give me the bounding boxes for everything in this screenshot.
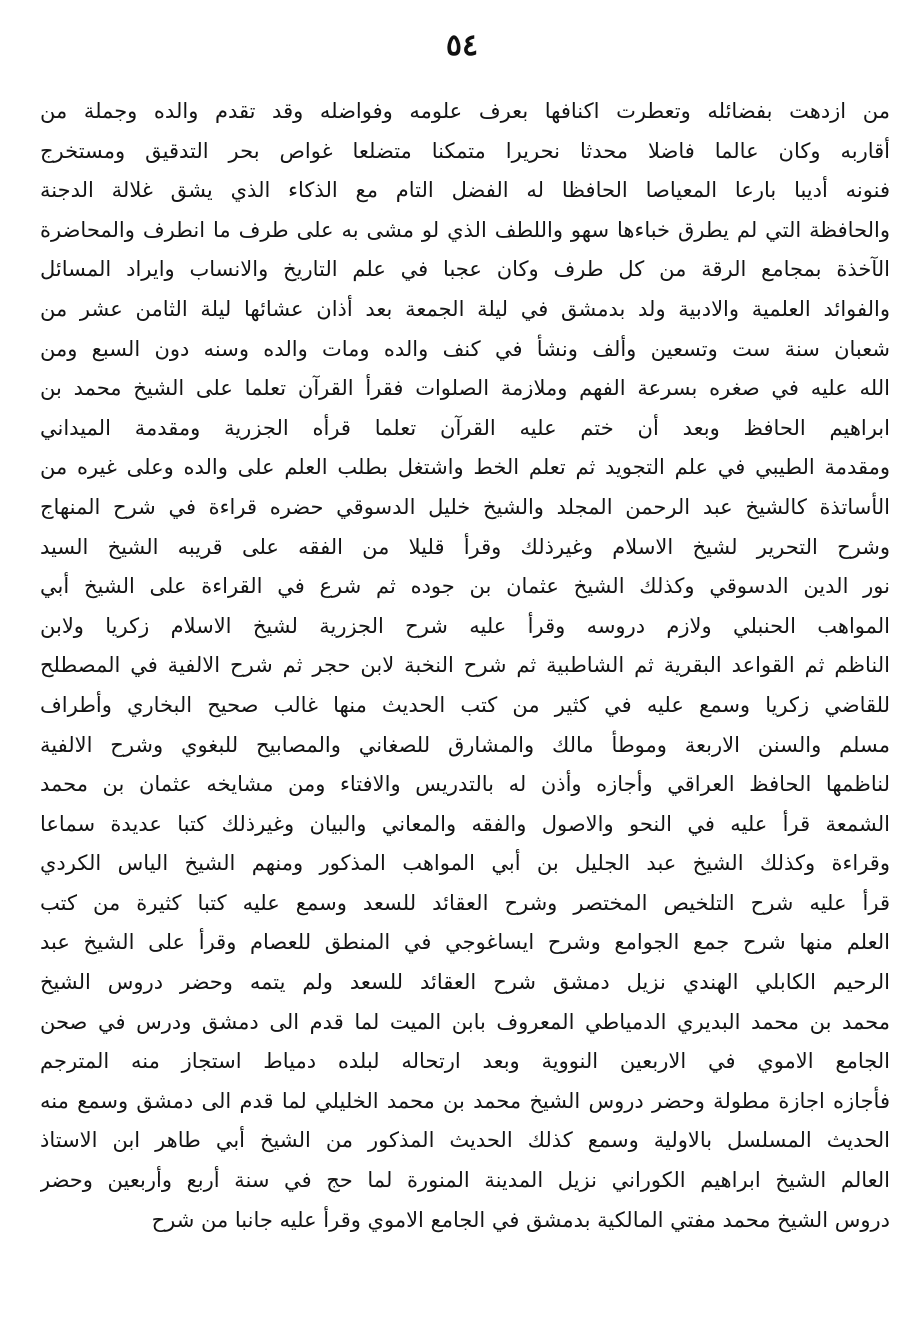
text-line: لناظمها الحافظ العراقي وأجازه وأذن له بالتدريس والافتاء ومن مشايخه عثمان بن محمد <box>40 772 890 797</box>
text-line: العلم منها شرح جمع الجوامع وشرح ايساغوجي في المنطق للعصام وقرأ على الشيخ عبد <box>40 930 890 955</box>
body-text <box>40 92 890 1240</box>
text-line: فنونه أديبا بارعا المعياصا الحافظا له الفضل التام مع الذكاء الذي يشق غلالة الدجنة <box>40 178 890 203</box>
text-line: وشرح التحرير لشيخ الاسلام وغيرذلك وقرأ قليلا من الفقه على قريبه الشيخ السيد <box>40 534 890 559</box>
text-line: مسلم والسنن الاربعة وموطأ مالك والمشارق للصغاني والمصابيح للبغوي وشرح الالفية <box>40 732 890 757</box>
text-line: أقاربه وكان عالما فاضلا محدثا نحريرا متمكنا متضلعا غواص بحر التدقيق ومستخرج <box>40 138 890 163</box>
page-number: ٥٤ <box>445 28 479 63</box>
text-line: الآخذة بمجامع الرقة من كل طرف وكان عجبا في علم التاريخ والانساب وايراد المسائل <box>40 257 890 282</box>
text-line: ابراهيم الحافظ وبعد أن ختم عليه القرآن تعلما قرأه الجزرية ومقدمة الميداني <box>40 415 890 440</box>
text-line: للقاضي زكريا وسمع عليه في كثير من كتب الحديث منها غالب صحيح البخاري وأطراف <box>40 692 890 717</box>
text-line: ومقدمة الطيبي في علم التجويد ثم تعلم الخط واشتغل بطلب العلم على والده وعلى غيره من <box>40 455 890 480</box>
text-line: الناظم ثم القواعد البقرية ثم الشاطبية ثم شرح النخبة لابن حجر ثم شرح الالفية في المصطلح <box>40 653 890 678</box>
text-line: دروس الشيخ محمد مفتي المالكية بدمشق في الجامع الاموي وقرأ عليه جانبا من شرح <box>151 1207 890 1232</box>
text-line: والحافظة التي لم يطرق خباءها سهو واللطف الذي لو مشى به على طرف ما انطرف والمحاضرة <box>40 217 890 242</box>
text-line: الرحيم الكابلي الهندي نزيل دمشق شرح العقائد للسعد ولم يتمه وحضر دروس الشيخ <box>40 970 890 995</box>
text-line: الأساتذة كالشيخ عبد الرحمن المجلد والشيخ خليل الدسوقي حضره قراءة في شرح المنهاج <box>40 494 890 519</box>
text-line: فأجازه اجازة مطولة وحضر دروس الشيخ محمد بن محمد الخليلي لما قدم الى دمشق وسمع منه <box>40 1088 890 1113</box>
text-line: المواهب الحنبلي ولازم دروسه وقرأ عليه شرح الجزرية لشيخ الاسلام زكريا ولابن <box>40 613 890 638</box>
text-line: الشمعة قرأ عليه في النحو والاصول والفقه والمعاني والبيان وغيرذلك كتبا عديدة سماعا <box>40 811 890 836</box>
text-line: العالم الشيخ ابراهيم الكوراني نزيل المدينة المنورة لما حج في سنة أربع وأربعين وحضر <box>40 1168 890 1193</box>
text-line: الله عليه في صغره بسرعة الفهم وملازمة الصلوات فقرأ القرآن تعلما على الشيخ محمد بن <box>40 376 890 401</box>
text-line: شعبان سنة ست وتسعين وألف ونشأ في كنف والده ومات والده وسنه دون السبع ومن <box>40 336 890 361</box>
text-line: والفوائد العلمية والادبية ولد بدمشق في ليلة الجمعة بعد أذان عشائها ليلة الثامن عشر من <box>40 296 890 321</box>
text-line: وقراءة وكذلك الشيخ عبد الجليل بن أبي المواهب المذكور ومنهم الشيخ الياس الكردي <box>40 851 890 876</box>
text-line: نور الدين الدسوقي وكذلك الشيخ عثمان بن جوده ثم شرع في القراءة على الشيخ أبي <box>40 574 890 599</box>
text-line: الجامع الاموي في الاربعين النووية وبعد ارتحاله لبلده دمياط استجاز منه المترجم <box>40 1049 890 1074</box>
text-line: الحديث المسلسل بالاولية وسمع كذلك الحديث المذكور من الشيخ أبي طاهر ابن الاستاذ <box>40 1128 890 1153</box>
text-line: قرأ عليه شرح التلخيص المختصر وشرح العقائد للسعد وسمع عليه كتبا كثيرة من كتب <box>40 890 890 915</box>
text-line: محمد بن محمد البديري الدمياطي المعروف بابن الميت لما قدم الى دمشق ودرس في صحن <box>40 1009 890 1034</box>
text-line: من ازدهت بفضائله وتعطرت اكنافها بعرف علومه وفواضله وقد تقدم والده وجملة من <box>40 99 890 123</box>
